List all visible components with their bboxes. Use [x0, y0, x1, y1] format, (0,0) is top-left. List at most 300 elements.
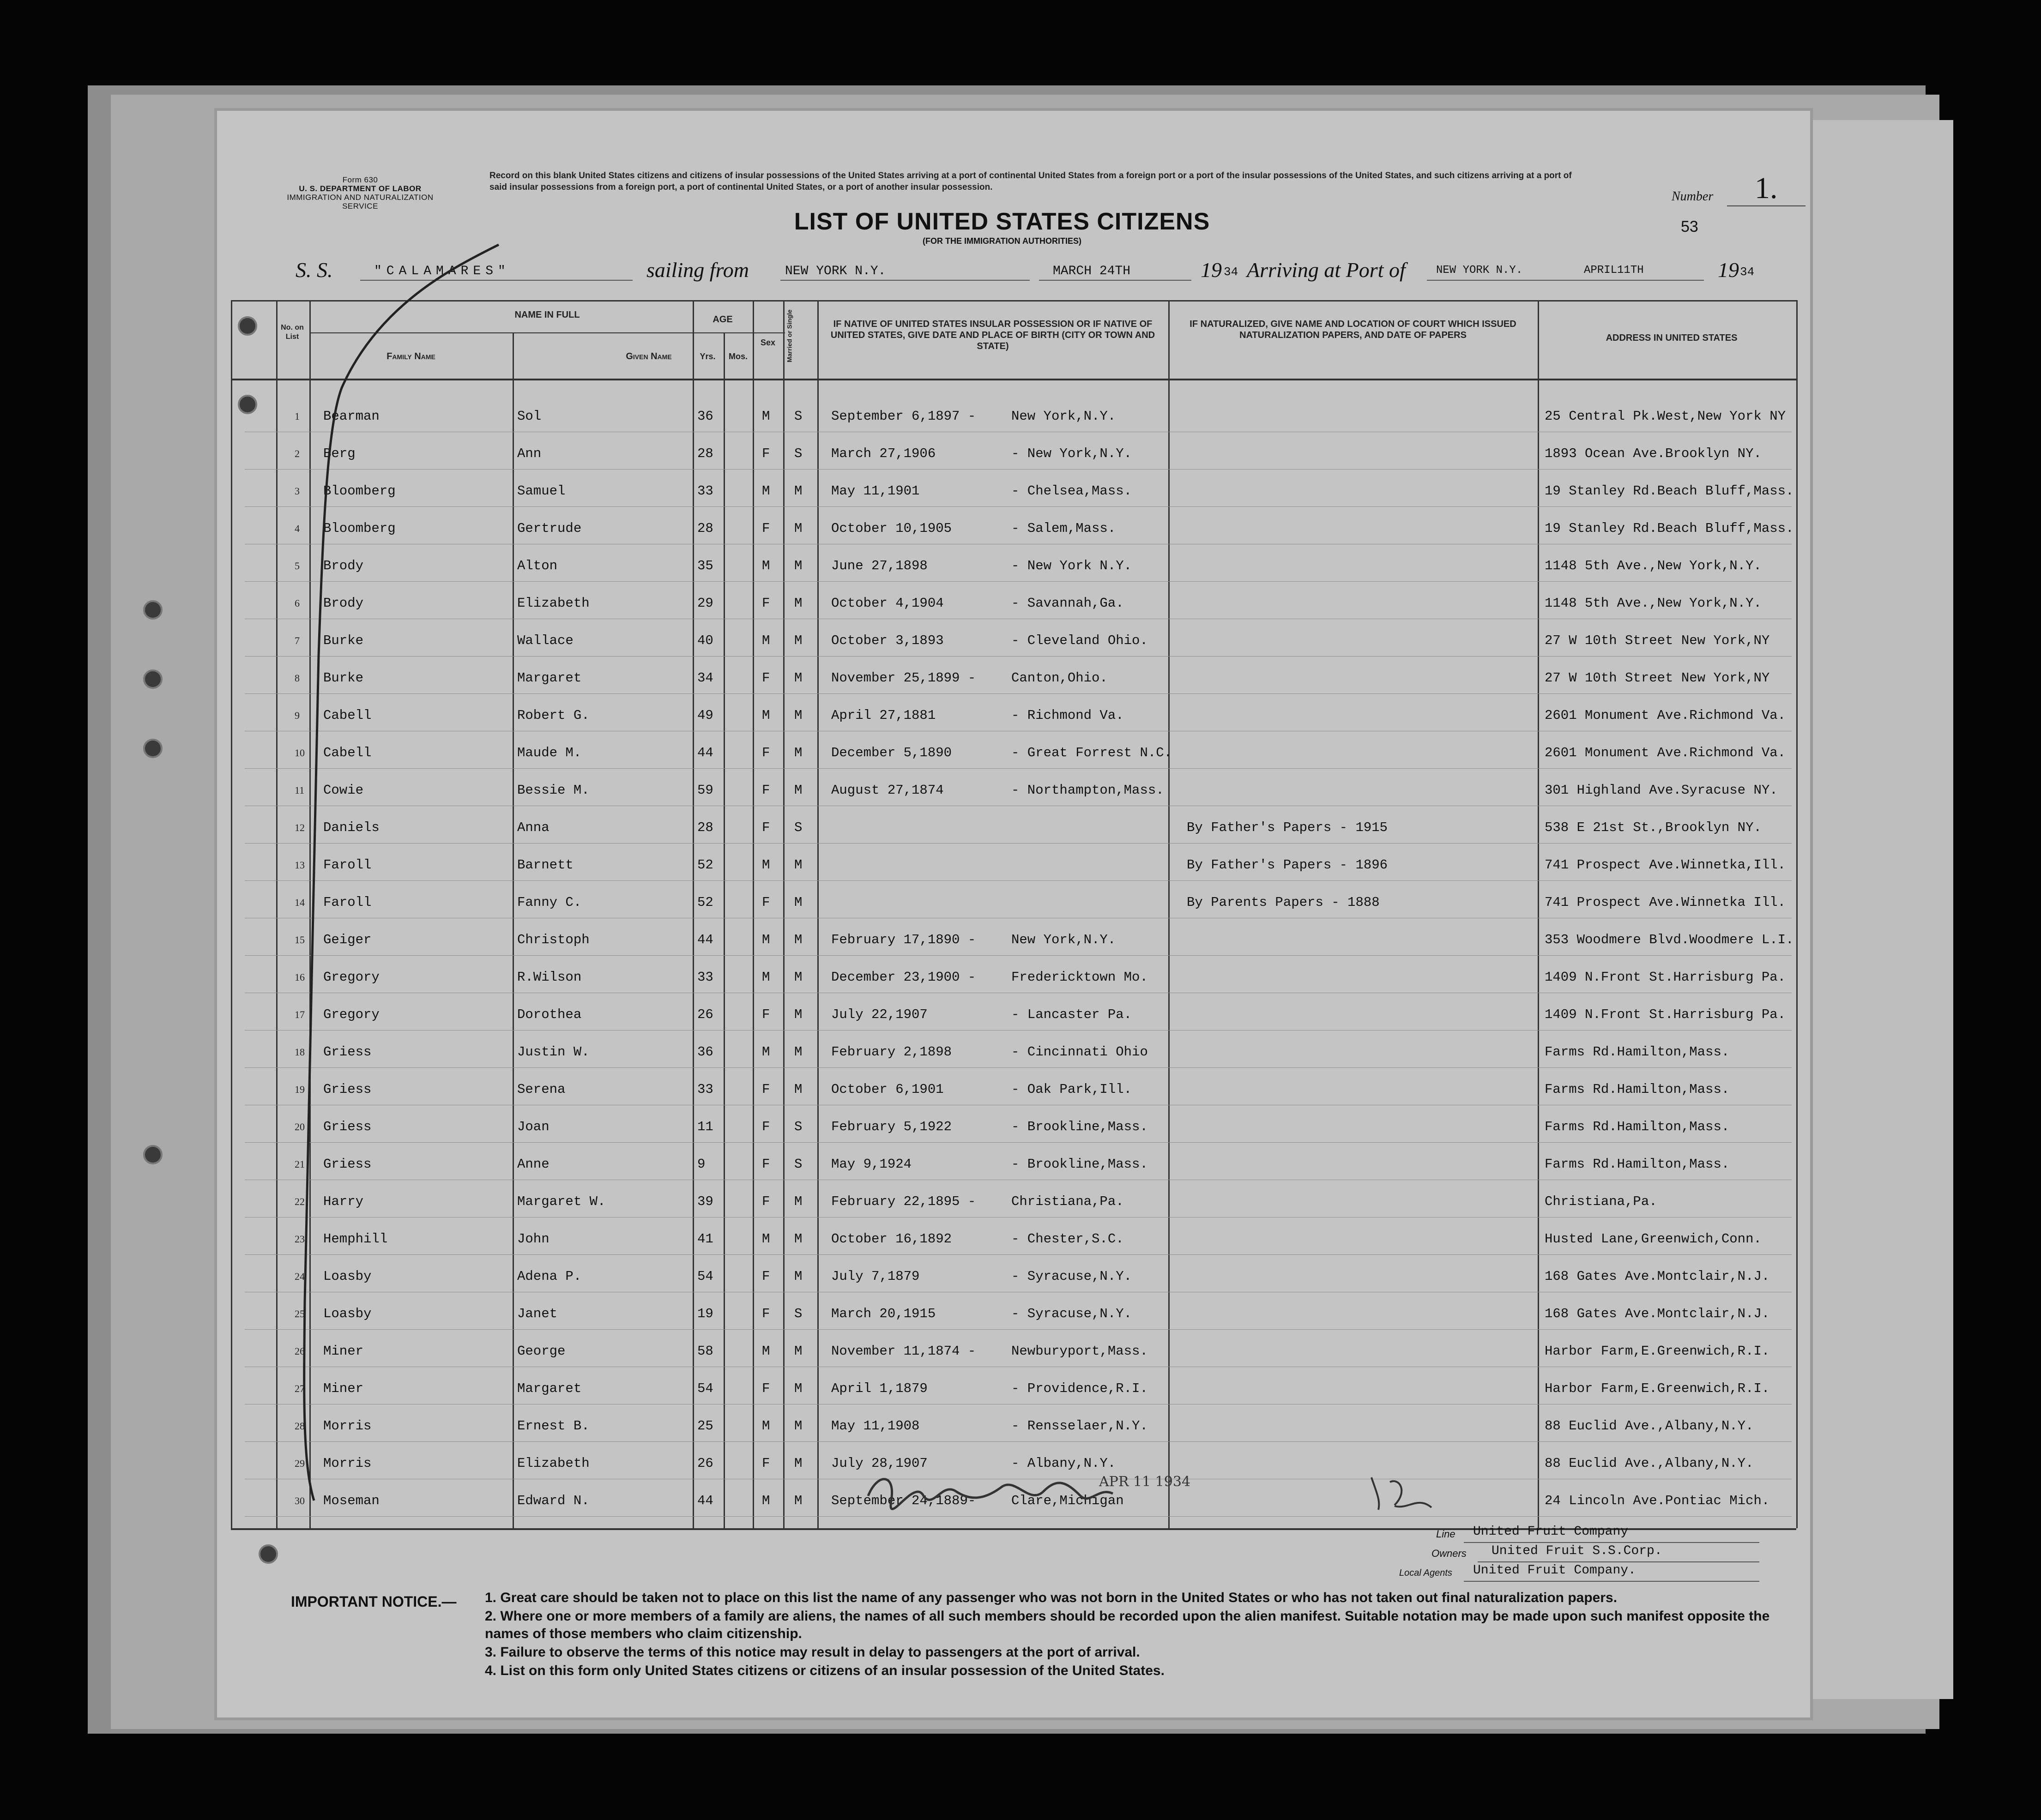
agents-value: United Fruit Company. [1473, 1563, 1636, 1578]
marital-status: S [794, 1157, 803, 1172]
row-number: 18 [295, 1046, 305, 1058]
notice-heading: IMPORTANT NOTICE.— [291, 1593, 457, 1610]
family-name: Gregory [323, 1007, 380, 1022]
column-rule [693, 300, 694, 1528]
arrival-year-prefix: 19 [1718, 258, 1739, 282]
marital-status: M [794, 1044, 803, 1060]
notice-item-4: 4. List on this form only United States citizens or citizens of an insular possession of the United States. [485, 1663, 1165, 1678]
given-name: Joan [517, 1119, 550, 1134]
marital-status: M [794, 596, 803, 611]
age-years: 59 [697, 783, 713, 798]
birth-date: June 27,1898 [831, 558, 928, 573]
family-name: Miner [323, 1344, 364, 1359]
row-number: 10 [295, 747, 305, 759]
birth-date: May 11,1908 [831, 1418, 920, 1434]
birth-date: April 1,1879 [831, 1381, 928, 1396]
address: 741 Prospect Ave.Winnetka Ill. [1545, 895, 1786, 910]
family-name: Griess [323, 1082, 372, 1097]
age-years: 39 [697, 1194, 713, 1209]
age-years: 25 [697, 1418, 713, 1434]
address: Farms Rd.Hamilton,Mass. [1545, 1044, 1730, 1060]
address: 1893 Ocean Ave.Brooklyn NY. [1545, 446, 1762, 461]
marital-status: M [794, 1344, 803, 1359]
sex: M [762, 708, 770, 723]
age-years: 33 [697, 483, 713, 499]
family-name: Brody [323, 558, 364, 573]
birth-place: New York,N.Y. [1011, 409, 1116, 424]
row-number: 2 [295, 448, 300, 459]
row-number: 15 [295, 934, 305, 946]
row-number: 27 [295, 1383, 305, 1394]
birth-place: Clare,Michigan [1011, 1493, 1124, 1508]
address: 538 E 21st St.,Brooklyn NY. [1545, 820, 1762, 835]
address: 88 Euclid Ave.,Albany,N.Y. [1545, 1456, 1754, 1471]
arrival-date: APRIL11TH [1584, 264, 1644, 277]
age-years: 44 [697, 1493, 713, 1508]
family-name: Harry [323, 1194, 364, 1209]
age-years: 11 [697, 1119, 713, 1134]
sex: M [762, 1493, 770, 1508]
family-name: Brody [323, 596, 364, 611]
sex: M [762, 483, 770, 499]
age-years: 9 [697, 1157, 706, 1172]
birth-place: - Brookline,Mass. [1011, 1157, 1148, 1172]
sail-date: MARCH 24TH [1053, 264, 1131, 278]
sex: M [762, 1344, 770, 1359]
address: 1148 5th Ave.,New York,N.Y. [1545, 558, 1762, 573]
birth-date: September 6,1897 - [831, 409, 976, 424]
marital-status: M [794, 745, 803, 760]
sailing-label: sailing from [646, 258, 749, 282]
birth-place: Christiana,Pa. [1011, 1194, 1124, 1209]
sex: F [762, 1381, 770, 1396]
birth-place: - Albany,N.Y. [1011, 1456, 1116, 1471]
ss-label: S. S. [296, 258, 333, 282]
sex: M [762, 1418, 770, 1434]
sex: F [762, 670, 770, 686]
age-years: 35 [697, 558, 713, 573]
agents-rule [1464, 1581, 1759, 1582]
sex: F [762, 1157, 770, 1172]
family-name: Loasby [323, 1306, 372, 1321]
header-naturalized: IF NATURALIZED, GIVE NAME AND LOCATION OF COURT WHICH ISSUED NATURALIZATION PAPERS, AND DATE OF PAPERS [1190, 319, 1516, 340]
sail-year: 34 [1224, 265, 1238, 279]
header-birth: IF NATIVE OF UNITED STATES INSULAR POSSESSION OR IF NATIVE OF UNITED STATES, GIVE DATE AND PLACE OF BIRTH (CITY OR TOWN AND STATE) [830, 319, 1155, 351]
row-number: 1 [295, 410, 300, 422]
marital-status: S [794, 1306, 803, 1321]
page-subtitle: (FOR THE IMMIGRATION AUTHORITIES) [923, 236, 1081, 246]
department: U. S. DEPARTMENT OF LABOR [299, 184, 422, 193]
owners-rule [1478, 1561, 1759, 1562]
header-age: AGE [713, 314, 733, 325]
family-name: Cowie [323, 783, 364, 798]
birth-date: October 3,1893 [831, 633, 944, 648]
given-name: Anna [517, 820, 550, 835]
row-number: 12 [295, 822, 305, 833]
binder-hole [143, 739, 163, 758]
sex: M [762, 1231, 770, 1247]
row-number: 3 [295, 485, 300, 497]
age-years: 28 [697, 521, 713, 536]
age-years: 19 [697, 1306, 713, 1321]
row-number: 21 [295, 1158, 305, 1170]
address: 19 Stanley Rd.Beach Bluff,Mass. [1545, 483, 1794, 499]
family-name: Miner [323, 1381, 364, 1396]
sex: F [762, 596, 770, 611]
birth-place: - Syracuse,N.Y. [1011, 1269, 1132, 1284]
column-rule [783, 300, 785, 1528]
inspector-signature [864, 1464, 1473, 1519]
header-family: Family Name [386, 351, 435, 362]
birth-place: - Salem,Mass. [1011, 521, 1116, 536]
family-name: Griess [323, 1157, 372, 1172]
given-name: Maude M. [517, 745, 582, 760]
given-name: Wallace [517, 633, 574, 648]
row-number: 26 [295, 1345, 305, 1357]
birth-place: - Great Forrest N.C. [1011, 745, 1172, 760]
birth-date: August 27,1874 [831, 783, 944, 798]
line-label: Line [1436, 1528, 1455, 1540]
sex: F [762, 1007, 770, 1022]
age-years: 54 [697, 1269, 713, 1284]
address: 1148 5th Ave.,New York,N.Y. [1545, 596, 1762, 611]
given-name: Samuel [517, 483, 566, 499]
number-label: Number [1672, 189, 1714, 204]
sex: F [762, 1269, 770, 1284]
header-given: Given Name [626, 351, 672, 362]
marital-status: M [794, 1082, 803, 1097]
naturalization: By Parents Papers - 1888 [1187, 895, 1380, 910]
arrival-port: NEW YORK N.Y. [1436, 264, 1523, 277]
address: Farms Rd.Hamilton,Mass. [1545, 1157, 1730, 1172]
from-underline [780, 280, 1030, 281]
family-name: Bearman [323, 409, 380, 424]
row-number: 28 [295, 1420, 305, 1432]
address: 168 Gates Ave.Montclair,N.J. [1545, 1269, 1770, 1284]
address: Christiana,Pa. [1545, 1194, 1657, 1209]
row-number: 4 [295, 523, 300, 534]
birth-date: July 22,1907 [831, 1007, 928, 1022]
binder-hole [143, 600, 163, 620]
margin-bracket-line [259, 240, 536, 1533]
address: 25 Central Pk.West,New York NY [1545, 409, 1786, 424]
birth-date: July 7,1879 [831, 1269, 920, 1284]
age-years: 40 [697, 633, 713, 648]
given-name: Serena [517, 1082, 566, 1097]
birth-date: March 27,1906 [831, 446, 936, 461]
birth-place: - New York N.Y. [1011, 558, 1132, 573]
given-name: Bessie M. [517, 783, 590, 798]
birth-date: September 24,1889- [831, 1493, 976, 1508]
naturalization: By Father's Papers - 1915 [1187, 820, 1388, 835]
given-name: Adena P. [517, 1269, 582, 1284]
age-years: 33 [697, 970, 713, 985]
birth-date: October 4,1904 [831, 596, 944, 611]
address: 2601 Monument Ave.Richmond Va. [1545, 708, 1786, 723]
binder-hole [143, 1145, 163, 1164]
sex: M [762, 409, 770, 424]
page-title: LIST OF UNITED STATES CITIZENS [794, 208, 1210, 235]
given-name: Elizabeth [517, 596, 590, 611]
given-name: Justin W. [517, 1044, 590, 1060]
age-years: 33 [697, 1082, 713, 1097]
marital-status: M [794, 558, 803, 573]
address: 1409 N.Front St.Harrisburg Pa. [1545, 1007, 1786, 1022]
birth-place: - Rensselaer,N.Y. [1011, 1418, 1148, 1434]
marital-status: S [794, 409, 803, 424]
given-name: Barnett [517, 857, 574, 873]
marital-status: M [794, 1007, 803, 1022]
row-number: 24 [295, 1271, 305, 1282]
family-name: Faroll [323, 857, 372, 873]
family-name: Burke [323, 670, 364, 686]
marital-status: M [794, 857, 803, 873]
marital-status: M [794, 708, 803, 723]
birth-date: July 28,1907 [831, 1456, 928, 1471]
family-name: Geiger [323, 932, 372, 947]
binder-hole [238, 395, 257, 414]
family-name: Moseman [323, 1493, 380, 1508]
birth-place: - Cincinnati Ohio [1011, 1044, 1148, 1060]
row-number: 30 [295, 1495, 305, 1507]
family-name: Loasby [323, 1269, 372, 1284]
sex: F [762, 1194, 770, 1209]
agents-label: Local Agents [1399, 1568, 1452, 1578]
marital-status: M [794, 1194, 803, 1209]
column-rule [1796, 300, 1798, 1528]
birth-place: - Oak Park,Ill. [1011, 1082, 1132, 1097]
birth-place: - Brookline,Mass. [1011, 1119, 1148, 1134]
birth-date: October 10,1905 [831, 521, 952, 536]
form-code-block [282, 175, 439, 211]
address: 741 Prospect Ave.Winnetka,Ill. [1545, 857, 1786, 873]
given-name: John [517, 1231, 550, 1247]
column-rule [753, 300, 754, 1528]
address: Husted Lane,Greenwich,Conn. [1545, 1231, 1762, 1247]
birth-place: - Chester,S.C. [1011, 1231, 1124, 1247]
marital-status: M [794, 1493, 803, 1508]
sex: F [762, 820, 770, 835]
sex: F [762, 1119, 770, 1134]
binder-hole [238, 316, 257, 336]
row-number: 11 [295, 784, 305, 796]
marital-status: M [794, 1418, 803, 1434]
address: 2601 Monument Ave.Richmond Va. [1545, 745, 1786, 760]
age-years: 54 [697, 1381, 713, 1396]
from-port: NEW YORK N.Y. [785, 264, 886, 278]
row-number: 7 [295, 635, 300, 646]
age-years: 28 [697, 446, 713, 461]
column-rule [1538, 300, 1539, 1528]
row-number: 19 [295, 1084, 305, 1095]
instructions: Record on this blank United States citizens and citizens of insular possessions of the United States arriving at a port of continental United States from a foreign port or a port of the insular possessions of the United States, and such citizens arriving at a port of said insular possessions from a foreign port, a port of continental United States, or a port of another insular possession. [489, 171, 1572, 192]
given-name: Gertrude [517, 521, 582, 536]
sex: M [762, 970, 770, 985]
date-stamp: APR 11 1934 [1099, 1474, 1191, 1490]
family-name: Faroll [323, 895, 372, 910]
owners-value: United Fruit S.S.Corp. [1492, 1544, 1662, 1558]
address: 301 Highland Ave.Syracuse NY. [1545, 783, 1778, 798]
notice-item-3: 3. Failure to observe the terms of this notice may result in delay to passengers at the port of arrival. [485, 1645, 1140, 1660]
row-number: 25 [295, 1308, 305, 1320]
age-years: 29 [697, 596, 713, 611]
column-rule [231, 300, 232, 1528]
back-page-3 [1801, 120, 1953, 1699]
row-number: 5 [295, 560, 300, 572]
given-name: Janet [517, 1306, 558, 1321]
arriving-label: Arriving at Port of [1247, 258, 1406, 282]
address: 1409 N.Front St.Harrisburg Pa. [1545, 970, 1786, 985]
sex: M [762, 857, 770, 873]
marital-status: S [794, 1119, 803, 1134]
row-number: 22 [295, 1196, 305, 1207]
age-years: 36 [697, 1044, 713, 1060]
family-name: Hemphill [323, 1231, 388, 1247]
age-subrule [693, 332, 753, 333]
marital-status: M [794, 895, 803, 910]
line-value: United Fruit Company [1473, 1525, 1629, 1539]
address: Farms Rd.Hamilton,Mass. [1545, 1082, 1730, 1097]
family-name: Burke [323, 633, 364, 648]
row-number: 29 [295, 1458, 305, 1469]
birth-place: Canton,Ohio. [1011, 670, 1108, 686]
birth-date: November 25,1899 - [831, 670, 976, 686]
binder-hole [143, 669, 163, 689]
marital-status: S [794, 446, 803, 461]
sex: F [762, 745, 770, 760]
age-years: 34 [697, 670, 713, 686]
birth-date: February 17,1890 - [831, 932, 976, 947]
given-name: George [517, 1344, 566, 1359]
family-name: Cabell [323, 745, 372, 760]
service: IMMIGRATION AND NATURALIZATION SERVICE [287, 193, 434, 211]
family-name: Gregory [323, 970, 380, 985]
birth-place: - Richmond Va. [1011, 708, 1124, 723]
birth-date: May 9,1924 [831, 1157, 912, 1172]
age-years: 41 [697, 1231, 713, 1247]
naturalization: By Father's Papers - 1896 [1187, 857, 1388, 873]
given-name: Alton [517, 558, 558, 573]
sex: M [762, 633, 770, 648]
address: 19 Stanley Rd.Beach Bluff,Mass. [1545, 521, 1794, 536]
address: Harbor Farm,E.Greenwich,R.I. [1545, 1344, 1770, 1359]
address: 168 Gates Ave.Montclair,N.J. [1545, 1306, 1770, 1321]
marital-status: M [794, 483, 803, 499]
marital-status: M [794, 783, 803, 798]
given-name: Anne [517, 1157, 550, 1172]
row-number: 13 [295, 859, 305, 871]
given-name: Margaret [517, 670, 582, 686]
birth-place: - Cleveland Ohio. [1011, 633, 1148, 648]
address: Harbor Farm,E.Greenwich,R.I. [1545, 1381, 1770, 1396]
marital-status: M [794, 670, 803, 686]
marital-status: S [794, 820, 803, 835]
family-name: Morris [323, 1418, 372, 1434]
birth-date: October 6,1901 [831, 1082, 944, 1097]
birth-date: February 5,1922 [831, 1119, 952, 1134]
address: 27 W 10th Street New York,NY [1545, 633, 1770, 648]
header-yrs: Yrs. [700, 352, 716, 361]
given-name: Robert G. [517, 708, 590, 723]
family-name: Morris [323, 1456, 372, 1471]
marital-status: M [794, 970, 803, 985]
given-name: Margaret W. [517, 1194, 606, 1209]
address: Farms Rd.Hamilton,Mass. [1545, 1119, 1730, 1134]
marital-status: M [794, 1231, 803, 1247]
sex: M [762, 558, 770, 573]
family-name: Bloomberg [323, 521, 396, 536]
column-rule [1168, 300, 1170, 1528]
sex: F [762, 783, 770, 798]
birth-place: Newburyport,Mass. [1011, 1344, 1148, 1359]
line-rule [1464, 1542, 1759, 1543]
header-mos: Mos. [728, 352, 748, 361]
sex: F [762, 1456, 770, 1471]
age-years: 49 [697, 708, 713, 723]
birth-date: May 11,1901 [831, 483, 920, 499]
sex: F [762, 1082, 770, 1097]
row-number: 9 [295, 710, 300, 721]
header-name-in-full: NAME IN FULL [514, 310, 580, 320]
family-name: Bloomberg [323, 483, 396, 499]
birth-date: December 5,1890 [831, 745, 952, 760]
sex: M [762, 932, 770, 947]
birth-date: December 23,1900 - [831, 970, 976, 985]
sex: F [762, 1306, 770, 1321]
sheet-number: 53 [1681, 218, 1698, 235]
family-name: Daniels [323, 820, 380, 835]
address: 24 Lincoln Ave.Pontiac Mich. [1545, 1493, 1770, 1508]
given-name: Edward N. [517, 1493, 590, 1508]
marital-status: M [794, 1456, 803, 1471]
arrival-underline [1427, 280, 1704, 281]
sex: F [762, 895, 770, 910]
header-address: ADDRESS IN UNITED STATES [1606, 333, 1738, 343]
row-number: 23 [295, 1233, 305, 1245]
given-name: Christoph [517, 932, 590, 947]
sail-year-prefix: 19 [1201, 258, 1222, 282]
row-number: 16 [295, 971, 305, 983]
given-name: Dorothea [517, 1007, 582, 1022]
birth-date: February 2,1898 [831, 1044, 952, 1060]
date-underline [1039, 280, 1191, 281]
birth-place: - Northampton,Mass. [1011, 783, 1164, 798]
birth-place: Fredericktown Mo. [1011, 970, 1148, 985]
age-years: 52 [697, 857, 713, 873]
column-rule [817, 300, 819, 1528]
family-name: Cabell [323, 708, 372, 723]
age-years: 28 [697, 820, 713, 835]
address: 88 Euclid Ave.,Albany,N.Y. [1545, 1418, 1754, 1434]
given-name: Margaret [517, 1381, 582, 1396]
given-name: Ann [517, 446, 542, 461]
column-rule [724, 332, 725, 1528]
birth-place: - Chelsea,Mass. [1011, 483, 1132, 499]
number-value: 1. [1755, 171, 1778, 205]
family-name: Berg [323, 446, 356, 461]
row-number: 20 [295, 1121, 305, 1133]
sex: F [762, 521, 770, 536]
birth-date: April 27,1881 [831, 708, 936, 723]
marital-status: M [794, 633, 803, 648]
row-number: 6 [295, 597, 300, 609]
given-name: Elizabeth [517, 1456, 590, 1471]
birth-place: - New York,N.Y. [1011, 446, 1132, 461]
age-years: 52 [697, 895, 713, 910]
birth-place: New York,N.Y. [1011, 932, 1116, 947]
header-sex: Sex [760, 338, 776, 347]
marital-status: M [794, 521, 803, 536]
